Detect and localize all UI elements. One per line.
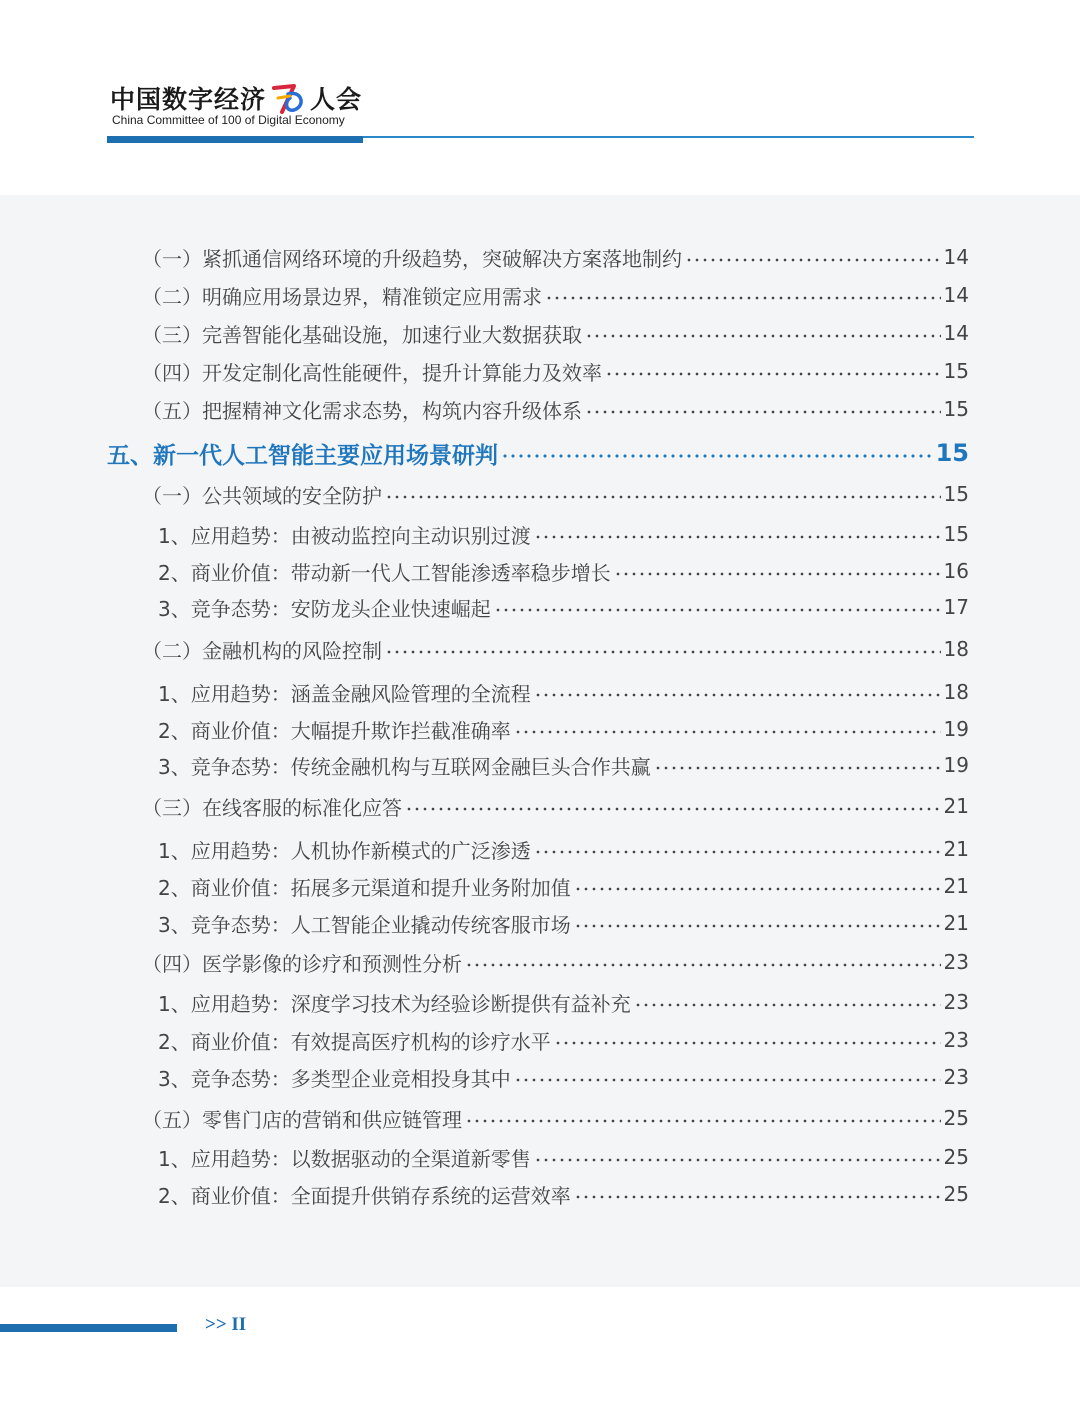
toc-entry-title: 1、应用趋势：人机协作新模式的广泛渗透 (158, 838, 531, 863)
dot-leader (545, 296, 941, 300)
dot-leader (574, 1195, 941, 1199)
toc-page-number: 18 (943, 680, 969, 704)
dot-leader (494, 608, 941, 612)
toc-page-number: 23 (943, 1028, 969, 1052)
dot-leader (605, 372, 941, 376)
toc-subsection-entry[interactable] (0, 1179, 969, 1209)
toc-page-number: 23 (943, 1065, 969, 1089)
logo-text-right: 人会 (310, 85, 363, 114)
toc-section-entry[interactable] (0, 318, 969, 348)
toc-section-entry[interactable] (0, 394, 969, 424)
dot-leader (534, 1158, 941, 1162)
logo-english-name: China Committee of 100 of Digital Economy (112, 113, 345, 127)
toc-entry-title: 1、应用趋势：深度学习技术为经验诊断提供有益补充 (158, 991, 631, 1016)
dot-leader (465, 963, 941, 967)
toc-page-number: 16 (943, 559, 969, 583)
toc-subsection-entry[interactable] (0, 519, 969, 549)
toc-entry-title: （二）金融机构的风险控制 (142, 638, 382, 663)
toc-page-number: 19 (943, 717, 969, 741)
toc-entry-title: 3、竞争态势：传统金融机构与互联网金融巨头合作共赢 (158, 754, 651, 779)
toc-page-number: 15 (943, 397, 969, 421)
page-footer (0, 1287, 1080, 1409)
toc-entry-title: （四）开发定制化高性能硬件，提升计算能力及效率 (142, 360, 602, 385)
toc-subsection-entry[interactable] (0, 714, 969, 744)
hundred-logo-icon (268, 82, 308, 114)
toc-section-entry[interactable] (0, 1103, 969, 1133)
toc-page-number: 19 (943, 753, 969, 777)
dot-leader (534, 693, 941, 697)
toc-chapter-entry[interactable] (0, 438, 969, 468)
dot-leader (534, 850, 941, 854)
toc-entry-title: 3、竞争态势：人工智能企业撬动传统客服市场 (158, 912, 571, 937)
toc-page-number: 18 (943, 637, 969, 661)
toc-page-number: 25 (943, 1145, 969, 1169)
toc-page-number: 14 (943, 321, 969, 345)
dot-leader (405, 807, 941, 811)
toc-section-entry[interactable] (0, 479, 969, 509)
dot-leader (574, 924, 941, 928)
dot-leader (514, 1078, 941, 1082)
toc-section-entry[interactable] (0, 791, 969, 821)
toc-entry-title: 2、商业价值：拓展多元渠道和提升业务附加值 (158, 875, 571, 900)
toc-entry-title: 2、商业价值：有效提高医疗机构的诊疗水平 (158, 1029, 551, 1054)
logo-text-left: 中国数字经济 (110, 85, 267, 114)
dot-leader (385, 650, 941, 654)
dot-leader (534, 535, 941, 539)
dot-leader (574, 887, 941, 891)
toc-page-number: 17 (943, 595, 969, 619)
toc-page-number: 14 (943, 283, 969, 307)
page-header (0, 0, 1080, 195)
toc-page-number: 14 (943, 245, 969, 269)
organization-logo (110, 80, 362, 116)
toc-entry-title: （五）零售门店的营销和供应链管理 (142, 1107, 462, 1132)
toc-subsection-entry[interactable] (0, 871, 969, 901)
toc-entry-title: 2、商业价值：带动新一代人工智能渗透率稳步增长 (158, 560, 611, 585)
toc-page-number: 21 (943, 837, 969, 861)
toc-subsection-entry[interactable] (0, 987, 969, 1017)
toc-page-number: 15 (943, 482, 969, 506)
toc-entry-title: （一）公共领域的安全防护 (142, 483, 382, 508)
toc-entry-title: 3、竞争态势：多类型企业竞相投身其中 (158, 1066, 511, 1091)
toc-subsection-entry[interactable] (0, 592, 969, 622)
toc-entry-title: 2、商业价值：全面提升供销存系统的运营效率 (158, 1183, 571, 1208)
toc-page-number: 25 (943, 1106, 969, 1130)
header-rule-accent (107, 136, 363, 143)
dot-leader (614, 572, 941, 576)
dot-leader (585, 410, 941, 414)
toc-subsection-entry[interactable] (0, 1025, 969, 1055)
toc-entry-title: （四）医学影像的诊疗和预测性分析 (142, 951, 462, 976)
toc-entry-title: （三）在线客服的标准化应答 (142, 795, 402, 820)
dot-leader (465, 1119, 941, 1123)
toc-page-number: 21 (943, 874, 969, 898)
toc-section-entry[interactable] (0, 280, 969, 310)
toc-section-entry[interactable] (0, 634, 969, 664)
toc-page-number: 15 (943, 522, 969, 546)
dot-leader (634, 1003, 941, 1007)
toc-entry-title: 五、新一代人工智能主要应用场景研判 (107, 442, 498, 469)
toc-page-number: 21 (943, 911, 969, 935)
dot-leader (685, 258, 941, 262)
toc-entry-title: （二）明确应用场景边界，精准锁定应用需求 (142, 284, 542, 309)
toc-entry-title: （一）紧抓通信网络环境的升级趋势，突破解决方案落地制约 (142, 246, 682, 271)
footer-accent-bar (0, 1324, 177, 1332)
toc-subsection-entry[interactable] (0, 1142, 969, 1172)
dot-leader (514, 730, 941, 734)
dot-leader (585, 334, 941, 338)
toc-entry-title: 2、商业价值：大幅提升欺诈拦截准确率 (158, 718, 511, 743)
toc-entry-title: 1、应用趋势：涵盖金融风险管理的全流程 (158, 681, 531, 706)
toc-subsection-entry[interactable] (0, 908, 969, 938)
toc-page-number: 25 (943, 1182, 969, 1206)
toc-subsection-entry[interactable] (0, 750, 969, 780)
toc-entry-title: 3、竞争态势：安防龙头企业快速崛起 (158, 596, 491, 621)
toc-page-number: 23 (943, 990, 969, 1014)
toc-subsection-entry[interactable] (0, 677, 969, 707)
dot-leader (501, 454, 933, 458)
toc-panel (0, 195, 1080, 1287)
toc-section-entry[interactable] (0, 356, 969, 386)
dot-leader (385, 495, 941, 499)
page-number: >> II (205, 1314, 247, 1335)
toc-page-number: 15 (935, 439, 969, 467)
toc-section-entry[interactable] (0, 242, 969, 272)
dot-leader (654, 766, 941, 770)
dot-leader (554, 1041, 941, 1045)
toc-page-number: 15 (943, 359, 969, 383)
toc-page-number: 21 (943, 794, 969, 818)
toc-page-number: 23 (943, 950, 969, 974)
toc-section-entry[interactable] (0, 947, 969, 977)
toc-subsection-entry[interactable] (0, 834, 969, 864)
toc-entry-title: （三）完善智能化基础设施，加速行业大数据获取 (142, 322, 582, 347)
toc-entry-title: 1、应用趋势：以数据驱动的全渠道新零售 (158, 1146, 531, 1171)
toc-subsection-entry[interactable] (0, 556, 969, 586)
toc-entry-title: 1、应用趋势：由被动监控向主动识别过渡 (158, 523, 531, 548)
toc-subsection-entry[interactable] (0, 1062, 969, 1092)
toc-entry-title: （五）把握精神文化需求态势，构筑内容升级体系 (142, 398, 582, 423)
